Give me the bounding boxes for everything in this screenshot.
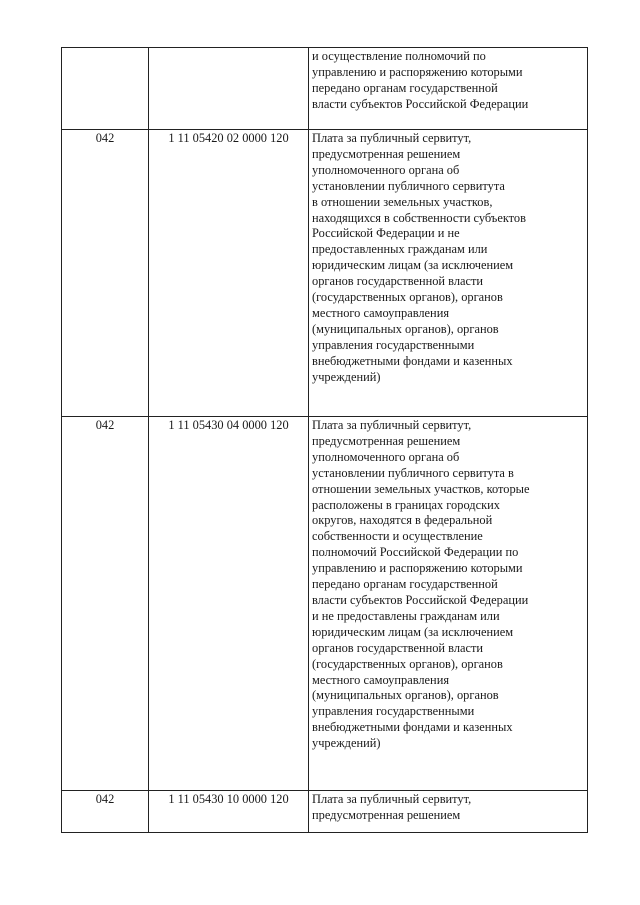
admin-code-cell: 042 xyxy=(62,791,149,833)
description-line: округов, находятся в федеральной xyxy=(312,513,493,528)
description-line: и не предоставлены гражданам или xyxy=(312,608,500,623)
table-row xyxy=(62,130,588,417)
description-line: (государственных органов), органов xyxy=(312,656,503,671)
description-line: юридическим лицам (за исключением xyxy=(312,624,514,639)
description-line: установлении публичного сервитута в xyxy=(312,465,514,480)
table-row xyxy=(62,791,588,833)
admin-code-cell: 042 xyxy=(62,417,149,791)
description-line: в отношении земельных участков, xyxy=(312,194,493,209)
description-line: управлению и распоряжению которыми xyxy=(312,64,523,79)
description-line: органов государственной власти xyxy=(312,274,484,289)
description-line: отношении земельных участков, которые xyxy=(312,481,530,496)
admin-code-cell: 042 xyxy=(62,130,149,417)
description-line: уполномоченного органа об xyxy=(312,162,460,177)
kbk-code-cell xyxy=(149,48,309,130)
description-line: учреждений) xyxy=(312,736,381,751)
description-line: собственности и осуществление xyxy=(312,529,483,544)
description-line: (муниципальных органов), органов xyxy=(312,321,499,336)
revenue-codes-table xyxy=(61,47,588,833)
description-line: предусмотренная решением xyxy=(312,146,461,161)
description-line: учреждений) xyxy=(312,369,381,384)
description-line: расположены в границах городских xyxy=(312,497,500,512)
description-line: предусмотренная решением xyxy=(312,807,461,822)
kbk-code-cell: 1 11 05420 02 0000 120 xyxy=(149,130,309,417)
description-cell xyxy=(309,130,588,417)
description-line: Плата за публичный сервитут, xyxy=(312,792,472,806)
kbk-code-cell: 1 11 05430 04 0000 120 xyxy=(149,417,309,791)
description-line: Плата за публичный сервитут, xyxy=(312,131,472,145)
description-line: и осуществление полномочий по xyxy=(312,49,486,63)
description-line: предоставленных гражданам или xyxy=(312,242,488,257)
description-cell xyxy=(309,791,588,833)
kbk-code-cell: 1 11 05430 10 0000 120 xyxy=(149,791,309,833)
description-line: передано органам государственной xyxy=(312,577,498,592)
description-line: передано органам государственной xyxy=(312,80,498,95)
description-line: местного самоуправления xyxy=(312,672,450,687)
description-line: управлению и распоряжению которыми xyxy=(312,561,523,576)
description-line: установлении публичного сервитута xyxy=(312,178,505,193)
description-line: управления государственными xyxy=(312,337,475,352)
description-line: юридическим лицам (за исключением xyxy=(312,258,514,273)
table-row xyxy=(62,48,588,130)
description-line: органов государственной власти xyxy=(312,640,484,655)
description-line: власти субъектов Российской Федерации xyxy=(312,592,529,607)
description-line: (государственных органов), органов xyxy=(312,290,503,305)
description-cell xyxy=(309,48,588,130)
description-line: внебюджетными фондами и казенных xyxy=(312,720,513,735)
description-cell xyxy=(309,417,588,791)
table-row xyxy=(62,417,588,791)
admin-code-cell xyxy=(62,48,149,130)
description-line: уполномоченного органа об xyxy=(312,449,460,464)
description-line: власти субъектов Российской Федерации xyxy=(312,96,529,111)
description-line: Плата за публичный сервитут, xyxy=(312,418,472,432)
description-line: находящихся в собственности субъектов xyxy=(312,210,526,225)
description-line: внебюджетными фондами и казенных xyxy=(312,353,513,368)
description-line: полномочий Российской Федерации по xyxy=(312,545,519,560)
description-line: управления государственными xyxy=(312,704,475,719)
description-line: местного самоуправления xyxy=(312,305,450,320)
description-line: Российской Федерации и не xyxy=(312,226,460,241)
description-line: предусмотренная решением xyxy=(312,433,461,448)
description-line: (муниципальных органов), органов xyxy=(312,688,499,703)
